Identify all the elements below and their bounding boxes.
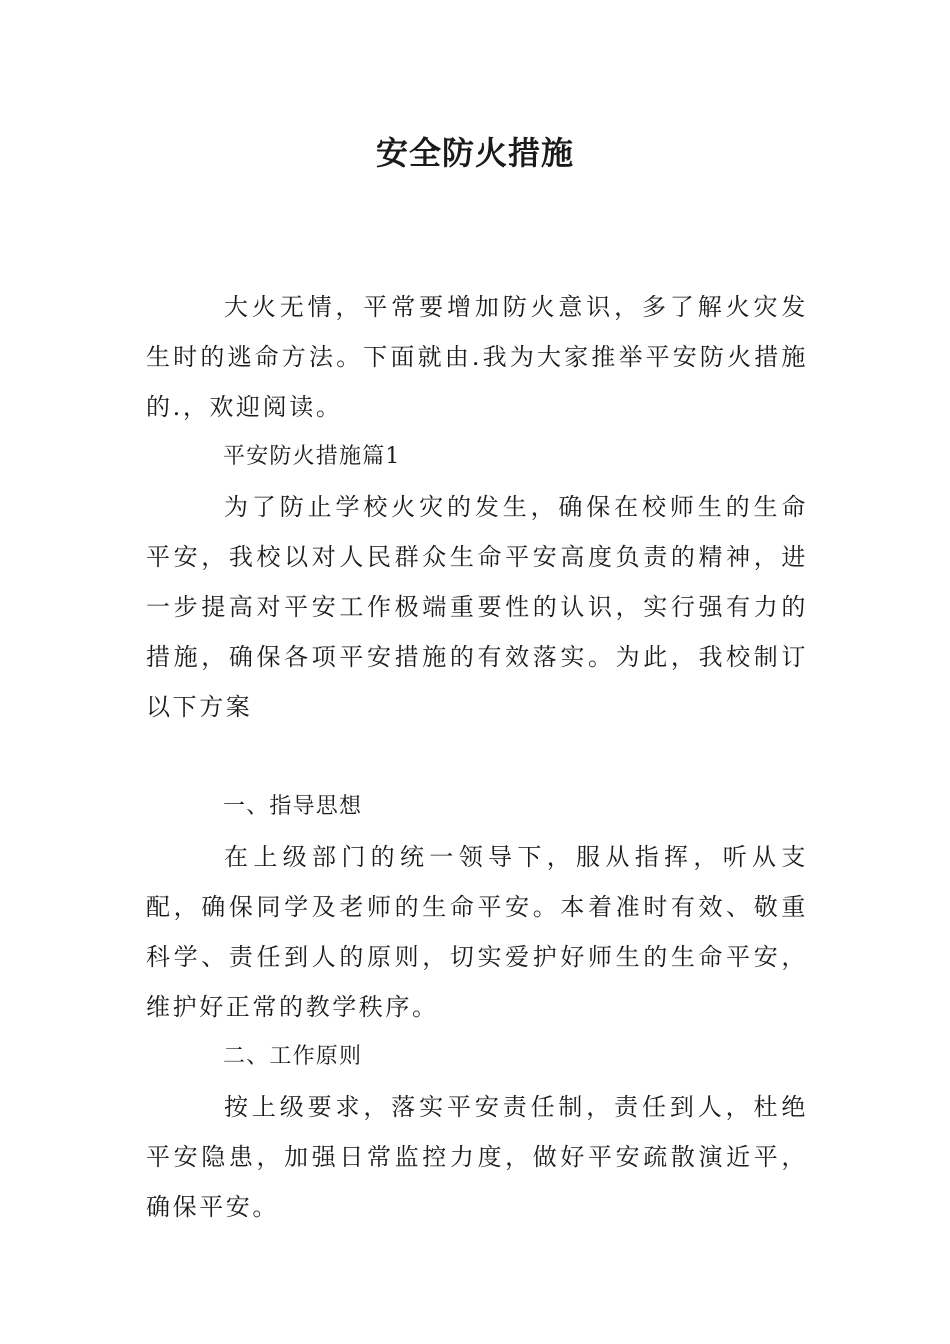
paragraph-work-principles: 按上级要求，落实平安责任制，责任到人，杜绝平安隐患，加强日常监控力度，做好平安疏散演近平，确保平安。 <box>146 1093 808 1221</box>
heading-guiding-ideology: 一、指导思想 <box>223 794 363 819</box>
paragraph-gap <box>146 732 808 782</box>
paragraph-guiding-ideology: 在上级部门的统一领导下，服从指挥，听从支配，确保同学及老师的生命平安。本着准时有效、敬重科学、责任到人的原则，切实爱护好师生的生命平安，维护好正常的教学秩序。 <box>146 843 808 1021</box>
heading-work-principles: 二、工作原则 <box>223 1044 363 1069</box>
section-title: 平安防火措施篇1 <box>223 444 401 469</box>
document-title: 安全防火措施 <box>375 134 574 172</box>
document-body <box>146 282 808 1232</box>
intro-paragraph: 大火无情，平常要增加防火意识，多了解火灾发生时的逃命方法。下面就由.我为大家推举平安防火措施的.，欢迎阅读。 <box>146 293 808 421</box>
paragraph-purpose: 为了防止学校火灾的发生，确保在校师生的生命平安，我校以对人民群众生命平安高度负责的精神，进一步提高对平安工作极端重要性的认识，实行强有力的措施，确保各项平安措施的有效落实。为此，我校制订以下方案 <box>146 493 808 721</box>
